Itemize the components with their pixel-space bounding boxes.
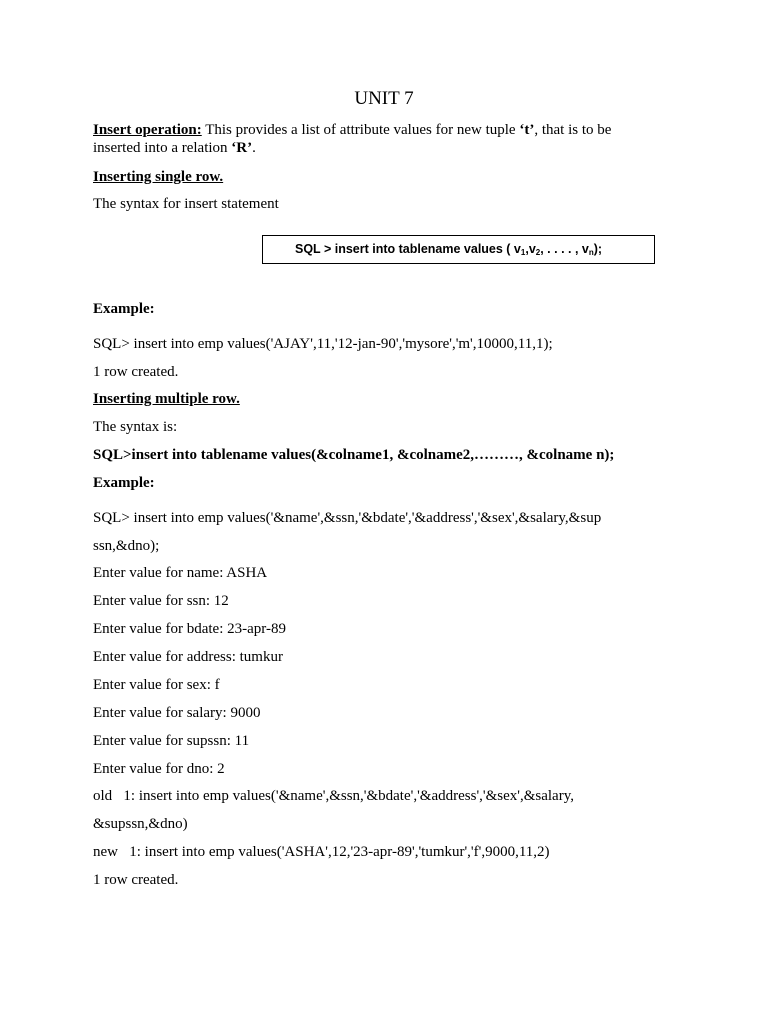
console-line: Enter value for ssn: 12 [93, 593, 229, 609]
single-row-syntax-intro: The syntax for insert statement [93, 196, 279, 212]
insert-operation-line-2 [93, 139, 256, 157]
syntax-middle: , . . . . , v [540, 242, 589, 256]
syntax-prefix: SQL > insert into tablename values ( v [295, 242, 521, 256]
console-line: ssn,&dno); [93, 538, 160, 554]
syntax-box [262, 235, 655, 264]
console-line: Enter value for name: ASHA [93, 565, 268, 581]
single-example-sql: SQL> insert into emp values('AJAY',11,'12-jan-90','mysore','m',10000,11,1); [93, 336, 553, 352]
console-line: Enter value for salary: 9000 [93, 705, 261, 721]
console-line: &supssn,&dno) [93, 816, 188, 832]
syntax-suffix: ); [593, 242, 603, 256]
console-line: old 1: insert into emp values('&name',&ssn,'&bdate','&address','&sex',&salary, [93, 788, 574, 804]
relation-r: ‘R’ [231, 140, 253, 156]
multiple-example-label: Example: [93, 475, 155, 491]
single-example-label: Example: [93, 301, 155, 317]
console-line: Enter value for supssn: 11 [93, 733, 250, 749]
single-result: 1 row created. [93, 364, 179, 380]
single-row-heading: Inserting single row. [93, 169, 224, 185]
subscript-n: n [588, 248, 594, 257]
console-line: Enter value for dno: 2 [93, 761, 225, 777]
subscript-1: 1 [520, 248, 526, 257]
syntax-sep: ,v [525, 242, 536, 256]
insert-operation-line2-a: inserted into a relation [93, 140, 232, 156]
multiple-row-syntax-intro: The syntax is: [93, 419, 178, 435]
insert-operation-line2-b: . [252, 140, 256, 156]
insert-operation-line-1 [93, 121, 611, 139]
tuple-t: ‘t’ [519, 122, 535, 138]
insert-operation-text-b: , that is to be [534, 122, 612, 138]
insert-operation-label: Insert operation: [93, 122, 202, 138]
insert-operation-text-a: This provides a list of attribute values for new tuple [201, 122, 520, 138]
console-line: SQL> insert into emp values('&name',&ssn,'&bdate','&address','&sex',&salary,&sup [93, 510, 602, 526]
console-line: new 1: insert into emp values('ASHA',12,'23-apr-89','tumkur','f',9000,11,2) [93, 844, 550, 860]
console-line: Enter value for bdate: 23-apr-89 [93, 621, 286, 637]
console-line: Enter value for address: tumkur [93, 649, 283, 665]
console-line: Enter value for sex: f [93, 677, 220, 693]
console-line: 1 row created. [93, 872, 179, 888]
multiple-row-syntax: SQL>insert into tablename values(&colname1, &colname2,………, &colname n); [93, 447, 615, 463]
page-title: UNIT 7 [354, 88, 414, 109]
subscript-2: 2 [535, 248, 541, 257]
multiple-row-heading: Inserting multiple row. [93, 391, 240, 407]
